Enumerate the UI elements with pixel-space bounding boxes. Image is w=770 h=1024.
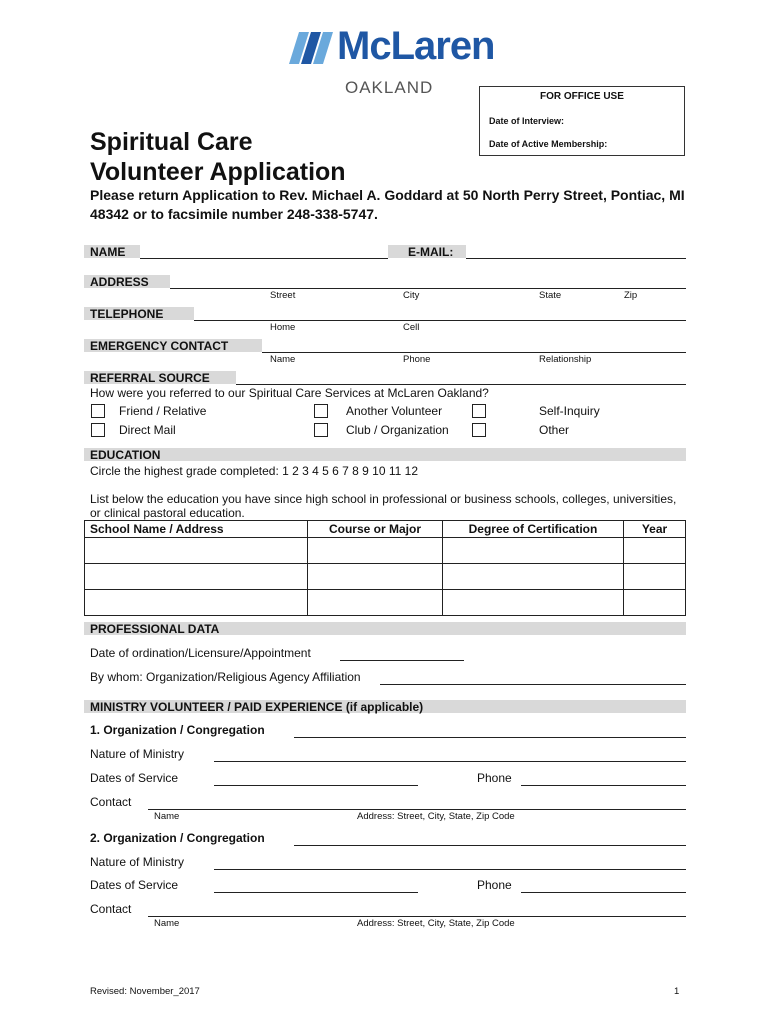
org1-phone-field[interactable] bbox=[521, 785, 686, 786]
table-cell[interactable] bbox=[308, 564, 443, 590]
org1-dates-field[interactable] bbox=[214, 785, 418, 786]
self-inquiry-label: Self-Inquiry bbox=[539, 404, 600, 418]
mclaren-logo-icon bbox=[287, 28, 337, 68]
emergency-contact-field[interactable] bbox=[262, 352, 686, 353]
org1-field[interactable] bbox=[294, 737, 686, 738]
ministry-experience-heading: MINISTRY VOLUNTEER / PAID EXPERIENCE (if applicable) bbox=[90, 700, 424, 714]
cell-sublabel: Cell bbox=[403, 322, 420, 333]
telephone-field[interactable] bbox=[194, 320, 686, 321]
page-title-line1: Spiritual Care bbox=[90, 128, 253, 156]
state-sublabel: State bbox=[539, 290, 562, 301]
org1-contact-address-sublabel: Address: Street, City, State, Zip Code bbox=[357, 811, 515, 822]
name-label: NAME bbox=[90, 245, 126, 259]
table-cell[interactable] bbox=[443, 590, 624, 616]
revised-date: Revised: November_2017 bbox=[90, 986, 200, 997]
table-row bbox=[85, 590, 686, 616]
org2-nature-field[interactable] bbox=[214, 869, 686, 870]
course-major-header: Course or Major bbox=[308, 521, 443, 538]
org1-label: 1. Organization / Congregation bbox=[90, 723, 265, 737]
year-header: Year bbox=[624, 521, 686, 538]
education-heading: EDUCATION bbox=[90, 448, 161, 462]
table-cell[interactable] bbox=[443, 564, 624, 590]
address-field[interactable] bbox=[170, 288, 686, 289]
office-use-title: FOR OFFICE USE bbox=[540, 91, 624, 102]
friend-relative-checkbox[interactable] bbox=[91, 404, 105, 418]
org2-contact-field[interactable] bbox=[148, 916, 686, 917]
org2-contact-name-sublabel: Name bbox=[154, 918, 180, 929]
org1-nature-field[interactable] bbox=[214, 761, 686, 762]
direct-mail-label: Direct Mail bbox=[119, 423, 176, 437]
education-list-instructions: List below the education you have since high school in professional or business schools, colleges, universities, or clinical pastoral education. bbox=[90, 492, 677, 520]
page-number: 1 bbox=[674, 986, 680, 997]
org2-phone-field[interactable] bbox=[521, 892, 686, 893]
table-cell[interactable] bbox=[624, 538, 686, 564]
another-volunteer-label: Another Volunteer bbox=[346, 404, 443, 418]
table-cell[interactable] bbox=[85, 538, 308, 564]
emergency-phone-sublabel: Phone bbox=[403, 354, 431, 365]
ordination-date-field[interactable] bbox=[340, 660, 464, 661]
affiliation-field[interactable] bbox=[380, 684, 686, 685]
ordination-date-label: Date of ordination/Licensure/Appointment bbox=[90, 646, 311, 660]
table-cell[interactable] bbox=[624, 590, 686, 616]
telephone-label: TELEPHONE bbox=[90, 307, 164, 321]
return-instructions: Please return Application to Rev. Michael A. Goddard at 50 North Perry Street, Pontiac, MI 48342 or to facsimile number 248-338-5747. bbox=[90, 187, 685, 222]
org1-phone-label: Phone bbox=[477, 771, 512, 785]
table-row bbox=[85, 564, 686, 590]
professional-data-heading: PROFESSIONAL DATA bbox=[90, 622, 220, 636]
education-bar bbox=[84, 448, 686, 461]
org2-phone-label: Phone bbox=[477, 878, 512, 892]
education-table bbox=[84, 520, 686, 616]
date-of-active-membership-label: Date of Active Membership: bbox=[489, 139, 608, 149]
direct-mail-checkbox[interactable] bbox=[91, 423, 105, 437]
table-cell[interactable] bbox=[624, 564, 686, 590]
email-label: E-MAIL: bbox=[408, 245, 454, 259]
org2-label: 2. Organization / Congregation bbox=[90, 831, 265, 845]
org1-contact-label: Contact bbox=[90, 795, 132, 809]
logo-text: McLaren bbox=[337, 24, 495, 68]
table-cell[interactable] bbox=[308, 538, 443, 564]
table-cell[interactable] bbox=[443, 538, 624, 564]
another-volunteer-checkbox[interactable] bbox=[314, 404, 328, 418]
table-cell[interactable] bbox=[85, 564, 308, 590]
zip-sublabel: Zip bbox=[624, 290, 638, 301]
referral-question: How were you referred to our Spiritual Care Services at McLaren Oakland? bbox=[90, 386, 489, 400]
grade-completed-text: Circle the highest grade completed: 1 2 3 4 5 6 7 8 9 10 11 12 bbox=[90, 464, 418, 478]
name-field[interactable] bbox=[140, 258, 388, 259]
org2-dates-field[interactable] bbox=[214, 892, 418, 893]
table-cell[interactable] bbox=[308, 590, 443, 616]
emergency-name-sublabel: Name bbox=[270, 354, 296, 365]
org2-dates-label: Dates of Service bbox=[90, 878, 179, 892]
street-sublabel: Street bbox=[270, 290, 296, 301]
other-checkbox[interactable] bbox=[472, 423, 486, 437]
org2-contact-label: Contact bbox=[90, 902, 132, 916]
referral-divider bbox=[236, 384, 686, 385]
friend-relative-label: Friend / Relative bbox=[119, 404, 207, 418]
logo-subtext: OAKLAND bbox=[345, 78, 434, 97]
club-organization-label: Club / Organization bbox=[346, 423, 449, 437]
address-label: ADDRESS bbox=[90, 275, 149, 289]
table-row bbox=[85, 538, 686, 564]
org1-nature-label: Nature of Ministry bbox=[90, 747, 185, 761]
self-inquiry-checkbox[interactable] bbox=[472, 404, 486, 418]
org2-contact-address-sublabel: Address: Street, City, State, Zip Code bbox=[357, 918, 515, 929]
org1-dates-label: Dates of Service bbox=[90, 771, 179, 785]
city-sublabel: City bbox=[403, 290, 420, 301]
home-sublabel: Home bbox=[270, 322, 296, 333]
referral-source-heading: REFERRAL SOURCE bbox=[90, 371, 210, 385]
email-field[interactable] bbox=[466, 258, 686, 259]
school-name-header: School Name / Address bbox=[85, 521, 308, 538]
club-organization-checkbox[interactable] bbox=[314, 423, 328, 437]
emergency-contact-label: EMERGENCY CONTACT bbox=[90, 339, 229, 353]
org2-field[interactable] bbox=[294, 845, 686, 846]
affiliation-label: By whom: Organization/Religious Agency Affiliation bbox=[90, 670, 361, 684]
org2-nature-label: Nature of Ministry bbox=[90, 855, 185, 869]
date-of-interview-label: Date of Interview: bbox=[489, 116, 565, 126]
table-cell[interactable] bbox=[85, 590, 308, 616]
emergency-relationship-sublabel: Relationship bbox=[539, 354, 592, 365]
page-title-line2: Volunteer Application bbox=[90, 158, 346, 186]
other-label: Other bbox=[539, 423, 570, 437]
org1-contact-name-sublabel: Name bbox=[154, 811, 180, 822]
degree-certification-header: Degree of Certification bbox=[443, 521, 624, 538]
org1-contact-field[interactable] bbox=[148, 809, 686, 810]
